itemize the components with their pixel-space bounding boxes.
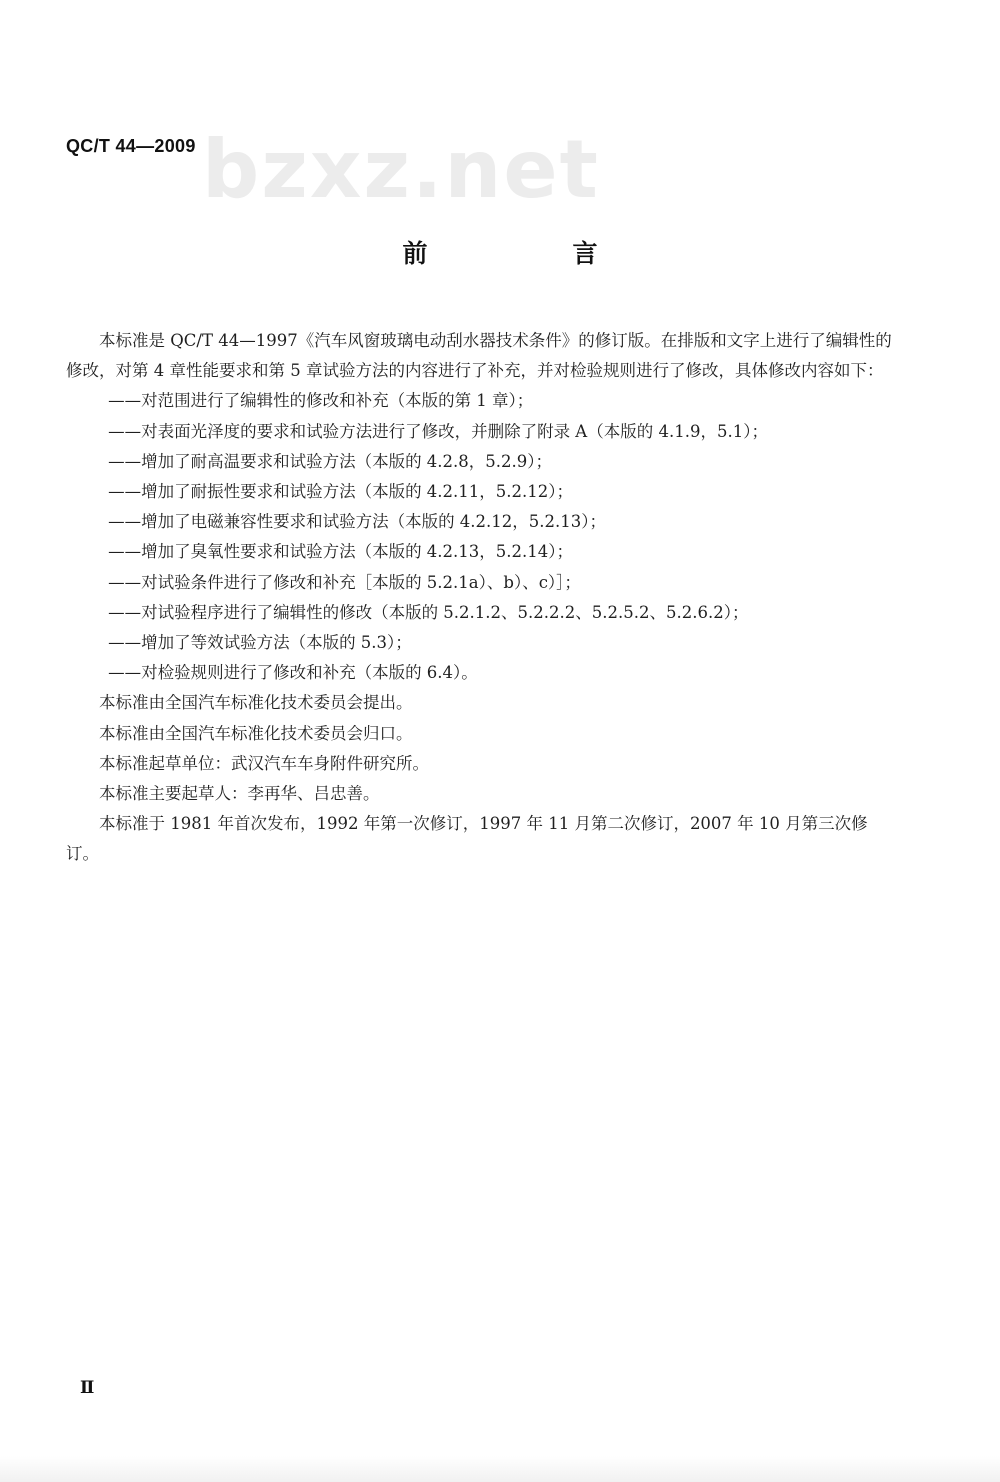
list-item: ——增加了耐振性要求和试验方法（本版的 4.2.11，5.2.12）； <box>108 482 574 502</box>
list-item: ——增加了等效试验方法（本版的 5.3）； <box>108 633 412 653</box>
standard-code: QC/T 44—2009 <box>66 136 196 156</box>
page-bottom-edge <box>0 1456 1000 1482</box>
list-item: ——对试验条件进行了修改和补充［本版的 5.2.1a）、b）、c）］； <box>108 572 581 592</box>
drafters-paragraph: 本标准主要起草人：李再华、吕忠善。 <box>99 784 380 804</box>
list-item: ——对范围进行了编辑性的修改和补充（本版的第 1 章）； <box>108 391 534 411</box>
proposed-by-paragraph: 本标准由全国汽车标准化技术委员会提出。 <box>99 693 413 713</box>
list-item: ——增加了电磁兼容性要求和试验方法（本版的 4.2.12，5.2.13）； <box>108 512 607 532</box>
foreword-body <box>66 326 900 870</box>
list-item: ——对表面光泽度的要求和试验方法进行了修改，并删除了附录 A（本版的 4.1.9，5.1）； <box>108 421 768 441</box>
history-paragraph: 本标准于 1981 年首次发布，1992 年第一次修订，1997 年 11 月第二次修订，2007 年 10 月第三次修订。 <box>66 814 868 864</box>
list-item: ——增加了臭氧性要求和试验方法（本版的 4.2.13，5.2.14）； <box>108 542 574 562</box>
page-title: 前 言 <box>402 239 658 268</box>
list-item: ——对检验规则进行了修改和补充（本版的 6.4）。 <box>108 663 478 683</box>
list-item: ——增加了耐高温要求和试验方法（本版的 4.2.8，5.2.9）； <box>108 451 553 471</box>
list-item: ——对试验程序进行了编辑性的修改（本版的 5.2.1.2、5.2.2.2、5.2.5.2、5.2.6.2）； <box>108 602 749 622</box>
intro-paragraph: 本标准是 QC/T 44—1997《汽车风窗玻璃电动刮水器技术条件》的修订版。在排版和文字上进行了编辑性的修改，对第 4 章性能要求和第 5 章试验方法的内容进行了补充，并对检验规则进行了修改，具体修改内容如下： <box>66 331 892 381</box>
managed-by-paragraph: 本标准由全国汽车标准化技术委员会归口。 <box>99 723 413 743</box>
drafting-unit-paragraph: 本标准起草单位：武汉汽车车身附件研究所。 <box>99 753 429 773</box>
watermark: bzxz.net <box>202 123 600 216</box>
page-number: Ⅱ <box>80 1378 95 1397</box>
